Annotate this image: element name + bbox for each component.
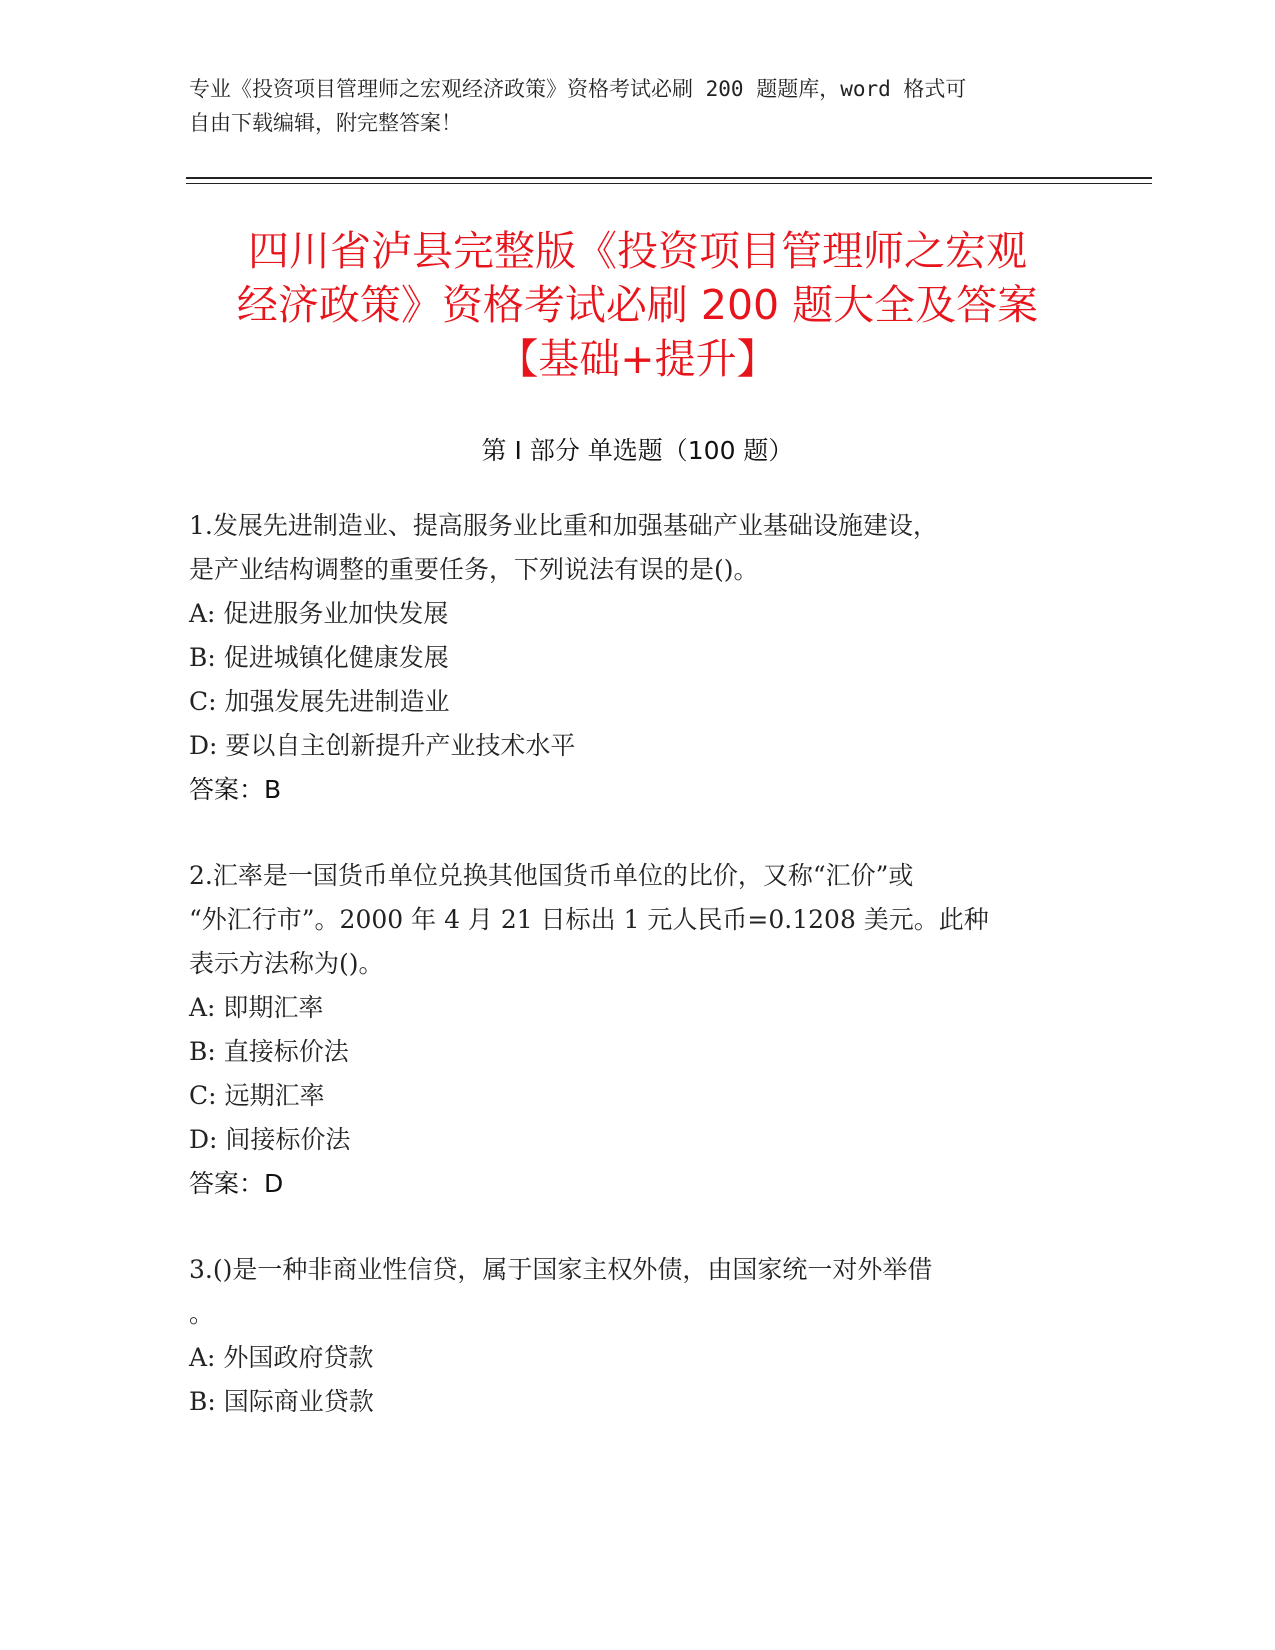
title-line-1: 四川省泸县完整版《投资项目管理师之宏观 [248, 227, 1027, 275]
option-b: B: 直接标价法 [189, 1037, 349, 1066]
question-stem-line: 表示方法称为()。 [189, 949, 384, 978]
answer-label: 答案：D [189, 1169, 284, 1198]
option-c: C: 远期汇率 [189, 1081, 325, 1110]
answer-label: 答案：B [189, 775, 282, 804]
option-d: D: 要以自主创新提升产业技术水平 [189, 731, 576, 760]
option-b: B: 国际商业贷款 [189, 1387, 374, 1416]
section-heading: 第 I 部分 单选题（100 题） [481, 436, 794, 465]
question-stem-line: “外汇行市”。2000 年 4 月 21 日标出 1 元人民币=0.1208 美元。此种 [189, 905, 989, 934]
option-a: A: 促进服务业加快发展 [189, 599, 449, 628]
question-stem-line: 1.发展先进制造业、提高服务业比重和加强基础产业基础设施建设， [189, 511, 938, 540]
option-b: B: 促进城镇化健康发展 [189, 643, 449, 672]
header-divider-thick [186, 177, 1152, 179]
header-note-line-2: 自由下载编辑，附完整答案！ [189, 111, 462, 135]
header-divider-thin [186, 183, 1152, 184]
header-note-line-1: 专业《投资项目管理师之宏观经济政策》资格考试必刷 200 题题库，word 格式可 [189, 77, 967, 101]
option-a: A: 外国政府贷款 [189, 1343, 374, 1372]
option-a: A: 即期汇率 [189, 993, 324, 1022]
header-note [189, 72, 1069, 140]
title-line-3: 【基础+提升】 [497, 335, 778, 383]
question-stem-line: 2.汇率是一国货币单位兑换其他国货币单位的比价，又称“汇价”或 [189, 861, 914, 890]
option-c: C: 加强发展先进制造业 [189, 687, 450, 716]
document-title [150, 224, 1125, 386]
question-stem-line: 。 [189, 1299, 215, 1328]
option-d: D: 间接标价法 [189, 1125, 351, 1154]
question-stem-line: 是产业结构调整的重要任务，下列说法有误的是()。 [189, 555, 759, 584]
question-stem-line: 3.()是一种非商业性信贷，属于国家主权外债，由国家统一对外举借 [189, 1255, 933, 1284]
title-line-2: 经济政策》资格考试必刷 200 题大全及答案 [236, 281, 1039, 329]
